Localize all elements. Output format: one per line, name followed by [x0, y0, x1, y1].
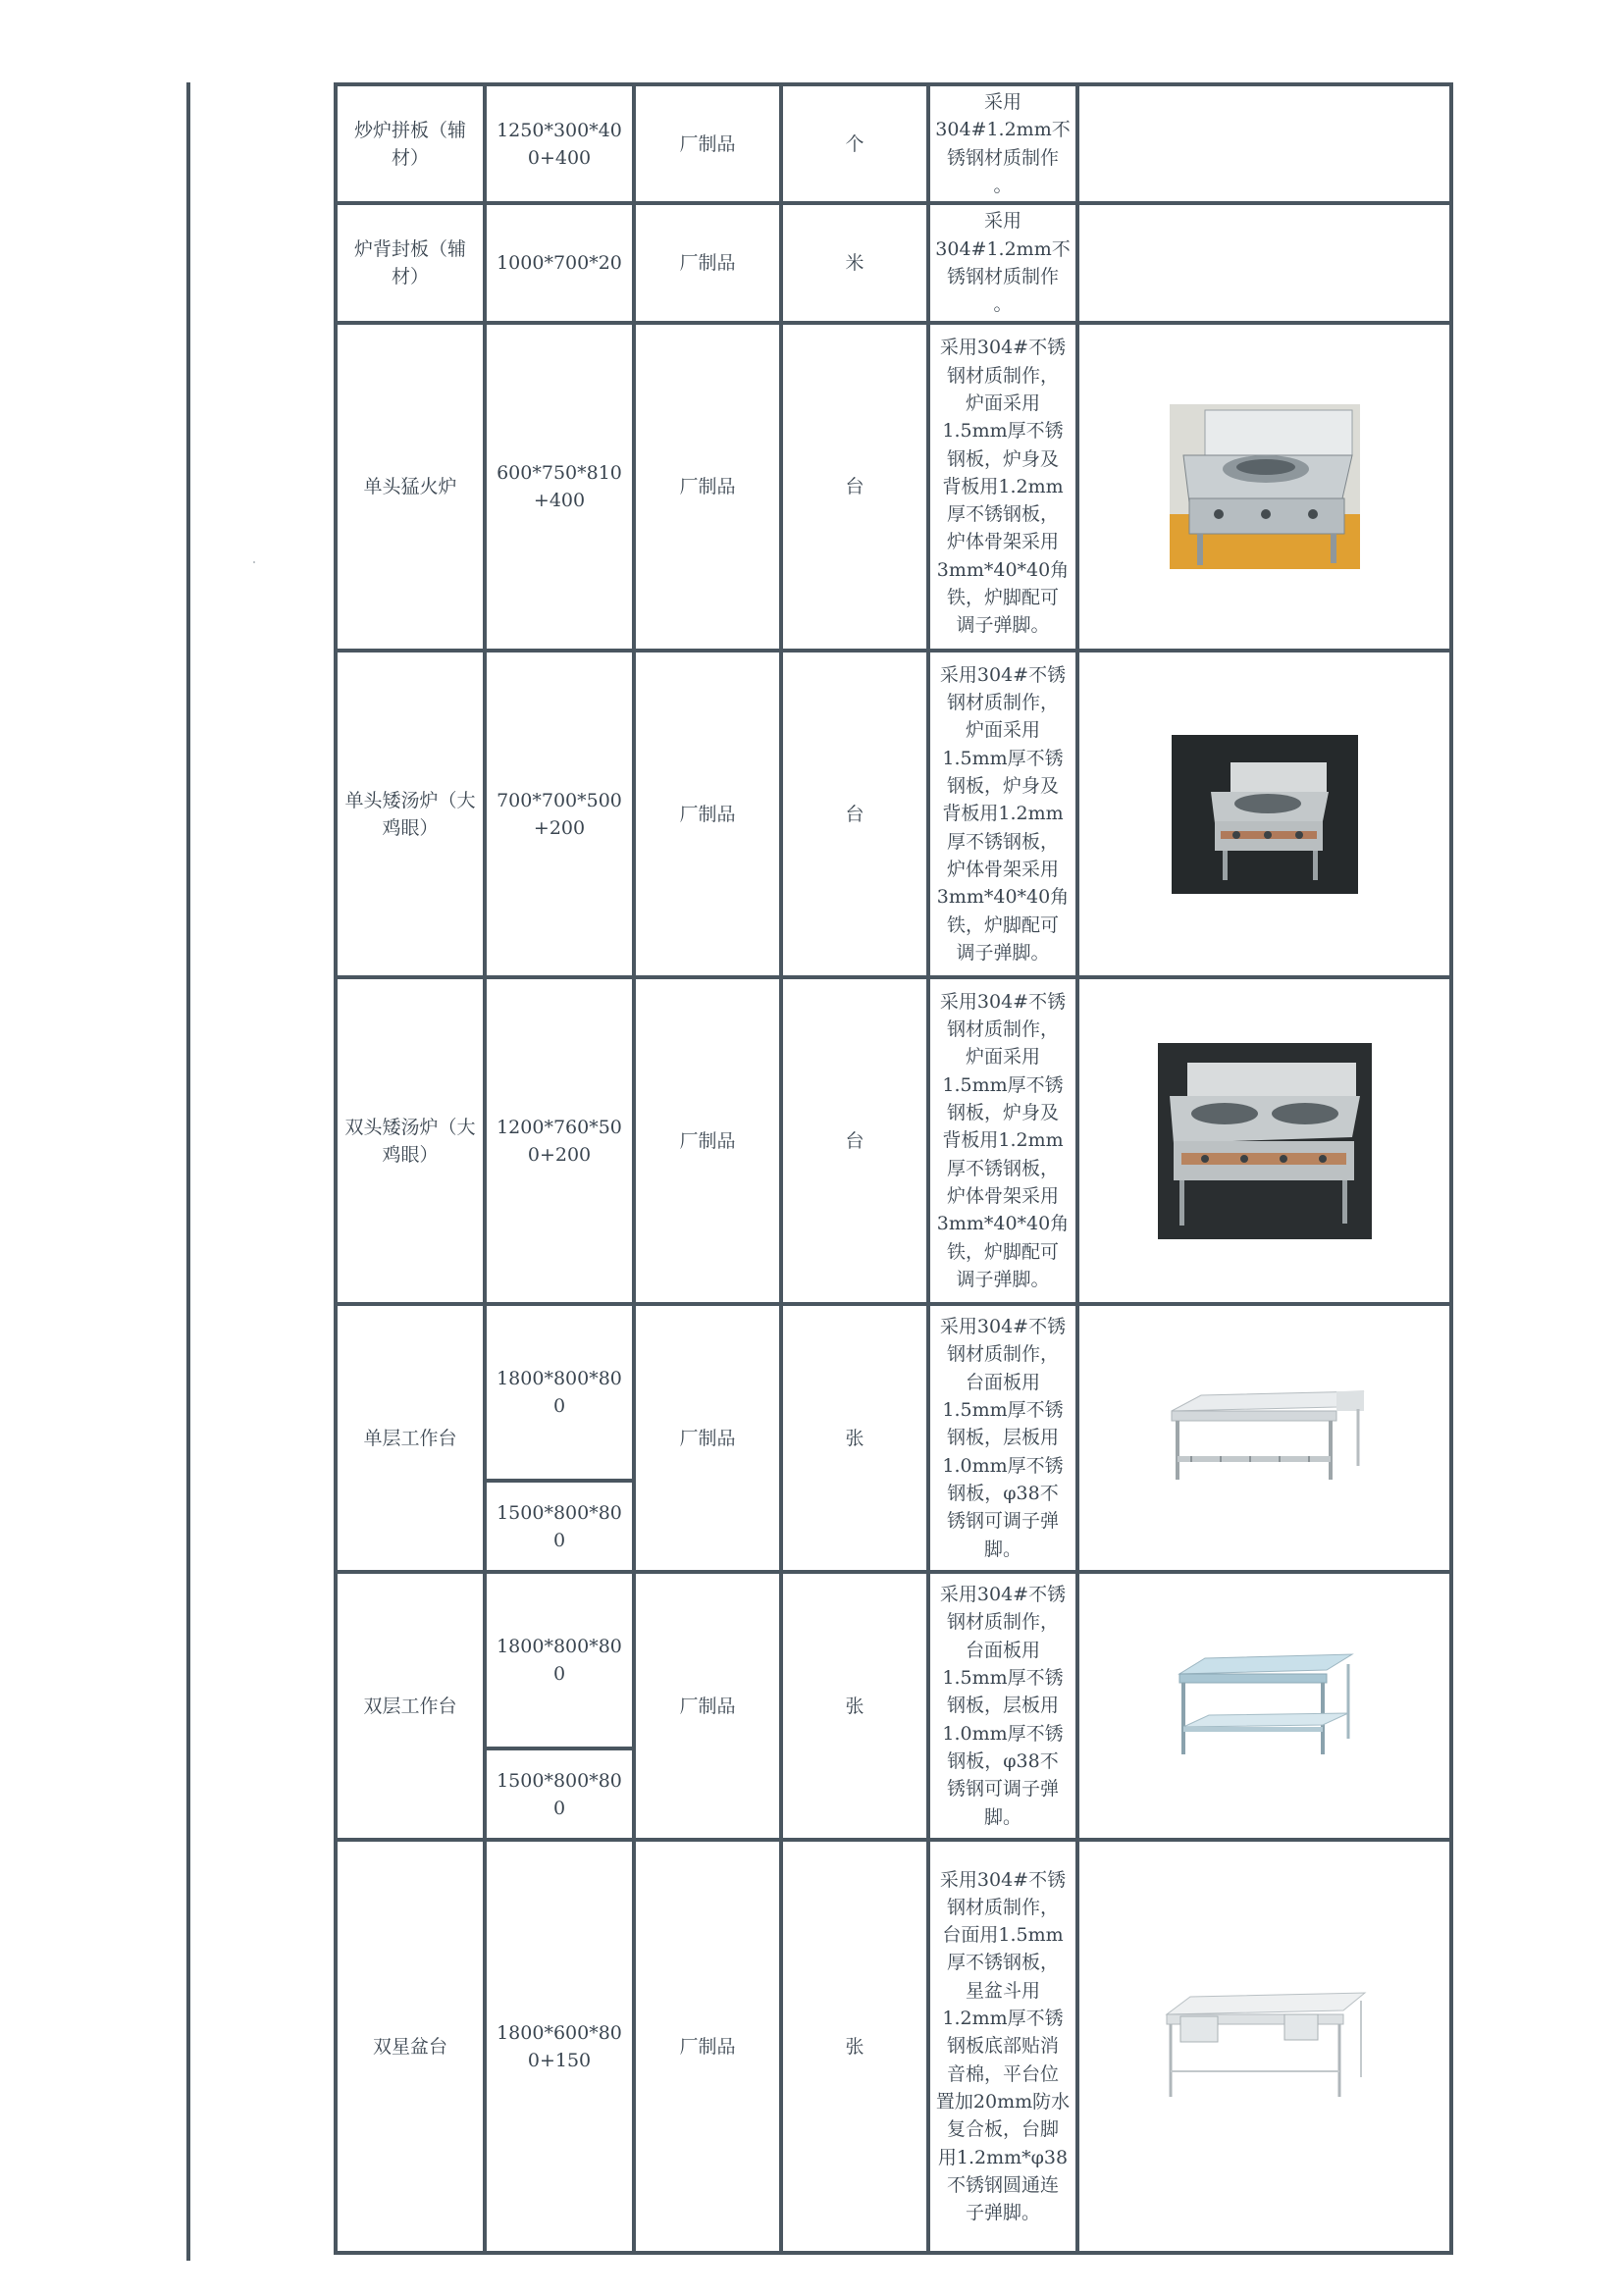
- item-spec: 1800*800*800: [485, 1572, 634, 1748]
- item-description: 采用 304#1.2mm不 锈钢材质制作 。: [928, 84, 1077, 203]
- item-spec: 1000*700*20: [485, 203, 634, 323]
- item-unit: 个: [781, 84, 928, 203]
- item-unit: 台: [781, 651, 928, 977]
- item-unit: 米: [781, 203, 928, 323]
- item-description: 采用304#不锈 钢材质制作， 炉面采用 1.5mm厚不锈 钢板，炉身及 背板用1.2mm 厚不锈钢板， 炉体骨架采用 3mm*40*40角 铁，炉脚配可 调子弹脚。: [928, 651, 1077, 977]
- table-row: [336, 323, 1451, 651]
- item-photo-empty: [1077, 84, 1451, 203]
- item-name: 单头矮汤炉（大鸡眼）: [336, 651, 485, 977]
- single-soup-stove-photo: [1077, 651, 1451, 977]
- item-description: 采用304#不锈 钢材质制作， 炉面采用 1.5mm厚不锈 钢板，炉身及 背板用1.2mm 厚不锈钢板， 炉体骨架采用 3mm*40*40角 铁，炉脚配可 调子弹脚。: [928, 977, 1077, 1304]
- item-name: 双层工作台: [336, 1572, 485, 1840]
- item-spec: 1800*800*800: [485, 1304, 634, 1481]
- equipment-table: [334, 82, 1453, 2255]
- item-source: 厂制品: [634, 1840, 781, 2253]
- item-spec: 1500*800*800: [485, 1481, 634, 1572]
- item-spec: 600*750*810+400: [485, 323, 634, 651]
- item-unit: 台: [781, 977, 928, 1304]
- item-description: 采用304#不锈 钢材质制作， 台面板用 1.5mm厚不锈 钢板，层板用 1.0mm厚不锈 钢板，φ38不 锈钢可调子弹 脚。: [928, 1304, 1077, 1572]
- left-margin-rule: [186, 82, 190, 2261]
- item-name: 炒炉拼板（辅材）: [336, 84, 485, 203]
- item-spec: 1200*760*500+200: [485, 977, 634, 1304]
- item-description: 采用304#不锈 钢材质制作， 台面用1.5mm 厚不锈钢板， 星盆斗用 1.2mm厚不锈 钢板底部贴消 音棉，平台位 置加20mm防水 复合板，台脚 用1.2mm*φ38 不锈钢圆通连 子弹脚。: [928, 1840, 1077, 2253]
- item-source: 厂制品: [634, 1572, 781, 1840]
- item-name: 双头矮汤炉（大鸡眼）: [336, 977, 485, 1304]
- item-source: 厂制品: [634, 84, 781, 203]
- item-source: 厂制品: [634, 651, 781, 977]
- single-wok-stove-photo: [1077, 323, 1451, 651]
- single-soup-stove-image: [1172, 735, 1358, 894]
- item-spec: 1250*300*400+400: [485, 84, 634, 203]
- double-soup-stove-photo: [1077, 977, 1451, 1304]
- double-sink-table-image: [1161, 1987, 1369, 2107]
- double-work-table-photo: [1077, 1572, 1451, 1840]
- table-row: [336, 203, 1451, 323]
- double-work-table-image: [1170, 1648, 1360, 1764]
- item-source: 厂制品: [634, 203, 781, 323]
- item-spec: 1500*800*800: [485, 1748, 634, 1840]
- item-spec: 700*700*500+200: [485, 651, 634, 977]
- item-unit: 台: [781, 323, 928, 651]
- item-unit: 张: [781, 1304, 928, 1572]
- item-source: 厂制品: [634, 323, 781, 651]
- single-work-table-image: [1162, 1385, 1368, 1491]
- item-name: 双星盆台: [336, 1840, 485, 2253]
- item-spec: 1800*600*800+150: [485, 1840, 634, 2253]
- item-unit: 张: [781, 1840, 928, 2253]
- table-row: [336, 1572, 1451, 1748]
- double-sink-table-photo: [1077, 1840, 1451, 2253]
- item-photo-empty: [1077, 203, 1451, 323]
- table-row: [336, 651, 1451, 977]
- table-row: [336, 1304, 1451, 1481]
- table-row: [336, 84, 1451, 203]
- table-row: [336, 977, 1451, 1304]
- item-name: 单层工作台: [336, 1304, 485, 1572]
- item-name: 炉背封板（辅材）: [336, 203, 485, 323]
- table-row: [336, 1840, 1451, 2253]
- single-work-table-photo: [1077, 1304, 1451, 1572]
- item-description: 采用304#不锈 钢材质制作， 台面板用 1.5mm厚不锈 钢板，层板用 1.0mm厚不锈 钢板，φ38不 锈钢可调子弹 脚。: [928, 1572, 1077, 1840]
- item-name: 单头猛火炉: [336, 323, 485, 651]
- single-wok-stove-image: [1170, 404, 1360, 569]
- item-source: 厂制品: [634, 1304, 781, 1572]
- item-source: 厂制品: [634, 977, 781, 1304]
- item-unit: 张: [781, 1572, 928, 1840]
- double-soup-stove-image: [1158, 1043, 1372, 1239]
- item-description: 采用304#不锈 钢材质制作， 炉面采用 1.5mm厚不锈 钢板，炉身及 背板用1.2mm 厚不锈钢板， 炉体骨架采用 3mm*40*40角 铁，炉脚配可 调子弹脚。: [928, 323, 1077, 651]
- scan-speck: [253, 561, 255, 563]
- item-description: 采用 304#1.2mm不 锈钢材质制作 。: [928, 203, 1077, 323]
